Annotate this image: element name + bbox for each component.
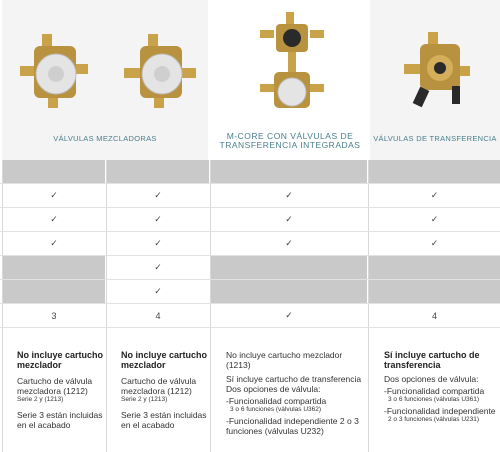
table-cell [107, 160, 209, 183]
table-cell [369, 280, 500, 303]
m-core-label: M-CORE CON VÁLVULAS DE TRANSFERENCIA INTEGRADAS [219, 131, 361, 150]
m-core-valve-image [252, 10, 332, 120]
table-cell [3, 160, 105, 183]
desc-text: Dos opciones de válvula: [384, 374, 479, 384]
desc-title: Sí incluye cartucho de transferencia [384, 350, 480, 370]
table-cell: 4 [431, 310, 437, 321]
table-row [0, 304, 500, 328]
table-cell: ✓ [285, 238, 293, 248]
description-col4 [384, 350, 498, 424]
desc-text: -Funcionalidad independiente 2 o 3 funciones (válvulas U232) [226, 416, 359, 436]
table-cell: ✓ [285, 310, 293, 320]
mixing-valve-image-2 [120, 30, 200, 110]
desc-text: Cartucho de válvula mezcladora (1212) [17, 376, 93, 396]
transfer-valve-image [398, 30, 478, 110]
desc-text: -Funcionalidad compartida [226, 396, 327, 406]
table-cell: ✓ [50, 190, 58, 200]
table-cell: ✓ [154, 214, 162, 224]
mixing-valves-label: VÁLVULAS MEZCLADORAS [53, 134, 157, 143]
table-cell [3, 256, 105, 279]
table-cell [3, 280, 105, 303]
table-row-spacer [0, 328, 500, 348]
desc-small: Serie 2 y (1213) [121, 396, 168, 403]
desc-text: Serie 3 están incluidas en el acabado [121, 410, 207, 430]
desc-text: -Funcionalidad compartida [384, 386, 485, 396]
table-row [0, 280, 500, 304]
desc-text: -Funcionalidad independiente [384, 406, 496, 416]
table-row [0, 160, 500, 184]
description-col3 [226, 350, 366, 436]
desc-title: No incluye cartucho mezclador [17, 350, 104, 370]
table-row [0, 256, 500, 280]
table-cell [369, 160, 500, 183]
desc-text: Sí incluye cartucho de transferencia [226, 374, 362, 384]
desc-text: Dos opciones de válvula: [226, 384, 321, 394]
mixing-valves-column [2, 0, 208, 160]
transfer-valves-label: VÁLVULAS DE TRANSFERENCIA [373, 134, 497, 143]
table-cell: ✓ [285, 190, 293, 200]
table-cell: ✓ [430, 238, 439, 248]
mixing-valve-image-1 [14, 30, 94, 110]
table-cell: ✓ [285, 214, 293, 224]
desc-title: No incluye cartucho mezclador [121, 350, 208, 370]
description-col1 [17, 350, 105, 430]
desc-text: Cartucho de válvula mezcladora (1212) [121, 376, 197, 396]
table-cell [211, 160, 367, 183]
desc-small: 3 o 6 funciones (válvulas U362) [230, 406, 322, 413]
table-cell: ✓ [154, 190, 162, 200]
table-cell: ✓ [154, 238, 162, 248]
table-cell: ✓ [50, 238, 58, 248]
table-cell: 3 [51, 310, 57, 321]
transfer-valves-column [370, 0, 500, 160]
desc-text: Serie 3 están incluidas en el acabado [17, 410, 103, 430]
table-row [0, 184, 500, 208]
table-cell: ✓ [50, 214, 58, 224]
table-row [0, 208, 500, 232]
table-cell: ✓ [430, 190, 439, 200]
table-cell [211, 280, 367, 303]
table-cell [211, 256, 367, 279]
table-cell [369, 256, 500, 279]
table-cell: ✓ [154, 262, 162, 272]
desc-small: 2 o 3 funciones (válvulas U231) [388, 416, 480, 423]
description-col2 [121, 350, 209, 430]
table-row [0, 232, 500, 256]
table-cell: ✓ [154, 286, 162, 296]
desc-small: 3 o 6 funciones (válvulas U361) [388, 396, 480, 403]
table-cell: ✓ [430, 214, 439, 224]
product-header [0, 0, 500, 160]
desc-text: No incluye cartucho mezclador (1213) [226, 350, 343, 370]
m-core-column [212, 0, 368, 160]
desc-small: Serie 2 y (1213) [17, 396, 64, 403]
table-cell: 4 [155, 310, 161, 321]
